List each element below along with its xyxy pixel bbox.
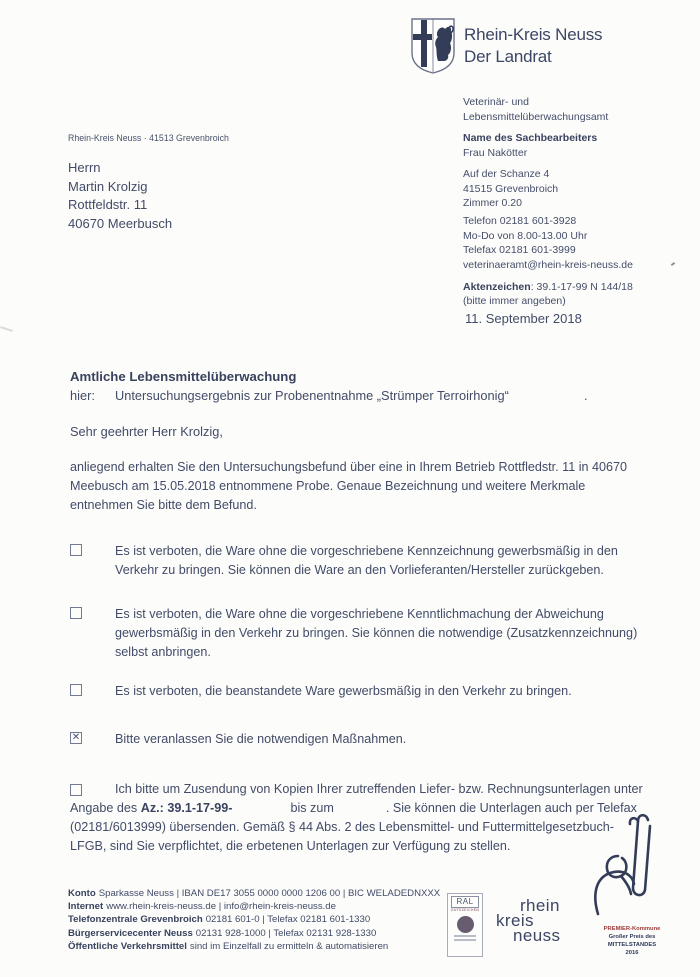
file-reference-label: Aktenzeichen [463, 281, 531, 293]
recipient-address-block [68, 159, 172, 233]
option-text: Es ist verboten, die Ware ohne die vorgeschriebene Kenntlichmachung der Abweichung gewerbsmäßig in den Verkehr zu bringen. Sie können die notwendige (Zusatzkennzeichnung) selbst anbringen. [115, 607, 638, 659]
footer-label: Telefonzentrale Grevenbroich [68, 914, 203, 926]
option-item [70, 682, 643, 700]
office-fax: Telefax 02181 601-3999 [463, 244, 576, 256]
subject-trailing-dot: . [584, 388, 588, 403]
option-item [70, 542, 643, 577]
footer-line [68, 887, 440, 900]
ral-word: RAL [451, 896, 479, 908]
request-paragraph [70, 780, 650, 856]
award-line: MITTELSTANDES [607, 942, 657, 948]
clerk-name: Frau Nakötter [463, 146, 528, 159]
wordmark-line: neuss [513, 926, 561, 945]
option-text: Bitte veranlassen Sie die notwendigen Maßnahmen. [115, 732, 407, 746]
organization-subtitle: Der Landrat [464, 47, 552, 66]
ral-seal-icon [447, 893, 483, 957]
request-text: Ich bitte um Zusendung von Kopien Ihrer zutreffenden Liefer- bzw. Rechnungsunterlagen unter Angabe des [70, 782, 643, 815]
award-caption [578, 925, 686, 957]
subject-title: Amtliche Lebensmittelüberwachung [70, 369, 297, 384]
coat-of-arms-icon [410, 17, 456, 80]
footer-text: Sparkasse Neuss | IBAN DE17 3055 0000 0000 1206 00 | BIC WELADEDNXXX [98, 888, 441, 899]
ral-fineprint-line [454, 935, 476, 937]
ral-fineprint-line [454, 939, 476, 941]
footer-text: 02131 928-1000 | Telefax 02131 928-1330 [195, 927, 377, 939]
request-text: bis zum [290, 801, 334, 815]
department-line2: Lebensmittelüberwachungsamt [463, 110, 609, 123]
office-street: Auf der Schanze 4 [463, 168, 550, 180]
clerk-label: Name des Sachbearbeiters [463, 132, 598, 144]
request-file-number: Az.: 39.1-17-99- [140, 801, 233, 815]
return-address-line: Rhein-Kreis Neuss · 41513 Grevenbroich [68, 133, 229, 143]
checkbox-icon [70, 607, 82, 619]
file-reference-line [463, 280, 633, 295]
office-email: veterinaeramt@rhein-kreis-neuss.de [463, 258, 633, 271]
department-line1: Veterinär- und [463, 96, 529, 108]
award-line: Großer Preis des [608, 934, 656, 940]
organization-name: Rhein-Kreis Neuss [464, 25, 603, 44]
award-figure-icon [588, 810, 678, 927]
office-phone: Telefon 02181 601-3928 [463, 215, 577, 227]
rhein-kreis-neuss-wordmark [496, 898, 560, 943]
option-text: Es ist verboten, die beanstandete Ware gewerbsmäßig in den Verkehr zu bringen. [115, 684, 572, 698]
office-address-block [463, 167, 558, 211]
organization-title [464, 24, 602, 68]
option-text: Es ist verboten, die Ware ohne die vorgeschriebene Kennzeichnung gewerbsmäßig in den Verkehr zu bringen. Sie können die Ware an den Vorlieferanten/Hersteller zurückgeben. [115, 544, 618, 577]
file-reference-note: (bitte immer angeben) [463, 295, 566, 307]
wordmark-line: kreis [496, 911, 534, 930]
recipient-line: Rottfeldstr. 11 [68, 197, 148, 212]
office-room: Zimmer 0.20 [463, 197, 522, 209]
recipient-line: Herrn [68, 160, 101, 175]
subject-hier-text: Untersuchungsergebnis zur Probenentnahme „Strümper Terroirhonig“ [115, 388, 509, 403]
letter-date: 11. September 2018 [465, 311, 582, 326]
recipient-line: Martin Krolzig [68, 178, 148, 194]
office-hours: Mo-Do von 8.00-13.00 Uhr [463, 229, 588, 242]
office-city: 41515 Grevenbroich [463, 182, 559, 195]
award-line: PREMIER-Kommune [603, 926, 661, 932]
footer-label: Konto [68, 888, 96, 899]
award-line: 2016 [625, 950, 639, 956]
option-item [70, 730, 643, 748]
ral-circle-icon [457, 916, 474, 933]
subject-hier-label: hier: [70, 388, 95, 403]
footer-line [68, 927, 440, 940]
salutation: Sehr geehrter Herr Krolzig, [70, 424, 223, 439]
recipient-line: 40670 Meerbusch [68, 215, 173, 231]
scan-speck [671, 262, 675, 266]
option-item [70, 605, 643, 659]
wordmark-line: rhein [520, 896, 560, 915]
file-reference-value: : 39.1-17-99 N 144/18 [530, 281, 633, 293]
request-text: . Sie können die Unterlagen auch per Telefax (02181/6013999) übersenden. Gemäß § 44 Abs. 2 des Lebensmittel- und Futtermittelgesetzbuch-LFGB, sind Sie verpflichtet, die erbetenen Unterlagen zur Verfügung zu stellen. [70, 801, 637, 853]
ral-subtitle: GÜTEZEICHEN [450, 908, 480, 912]
intro-paragraph: anliegend erhalten Sie den Untersuchungsbefund über eine in Ihrem Betrieb Rottfledstr. 11 in 40670 Meebusch am 15.05.2018 entnommene Probe. Genaue Bezeichnung und weitere Merkmale entnehmen Sie bitte dem Befund. [70, 460, 628, 512]
footer-block [68, 887, 440, 953]
footer-text: 02181 601-0 | Telefax 02181 601-1330 [205, 914, 371, 926]
footer-label: Internet [68, 901, 104, 913]
office-contact-block [463, 214, 633, 272]
checkbox-icon [70, 544, 82, 556]
checkbox-icon [70, 684, 82, 696]
fold-mark [0, 326, 13, 332]
footer-text: www.rhein-kreis-neuss.de | info@rhein-kreis-neuss.de [106, 901, 336, 913]
footer-label: Bürgerservicecenter Neuss [68, 927, 193, 939]
checkbox-checked-icon: ✕ [71, 732, 81, 743]
footer-line [68, 900, 440, 913]
clerk-block [463, 131, 597, 160]
footer-line [68, 940, 440, 953]
department-block [463, 95, 608, 124]
footer-label: Öffentliche Verkehrsmittel [68, 940, 187, 952]
footer-text: sind im Einzelfall zu ermitteln & automatisieren [189, 940, 389, 952]
footer-line [68, 913, 440, 926]
